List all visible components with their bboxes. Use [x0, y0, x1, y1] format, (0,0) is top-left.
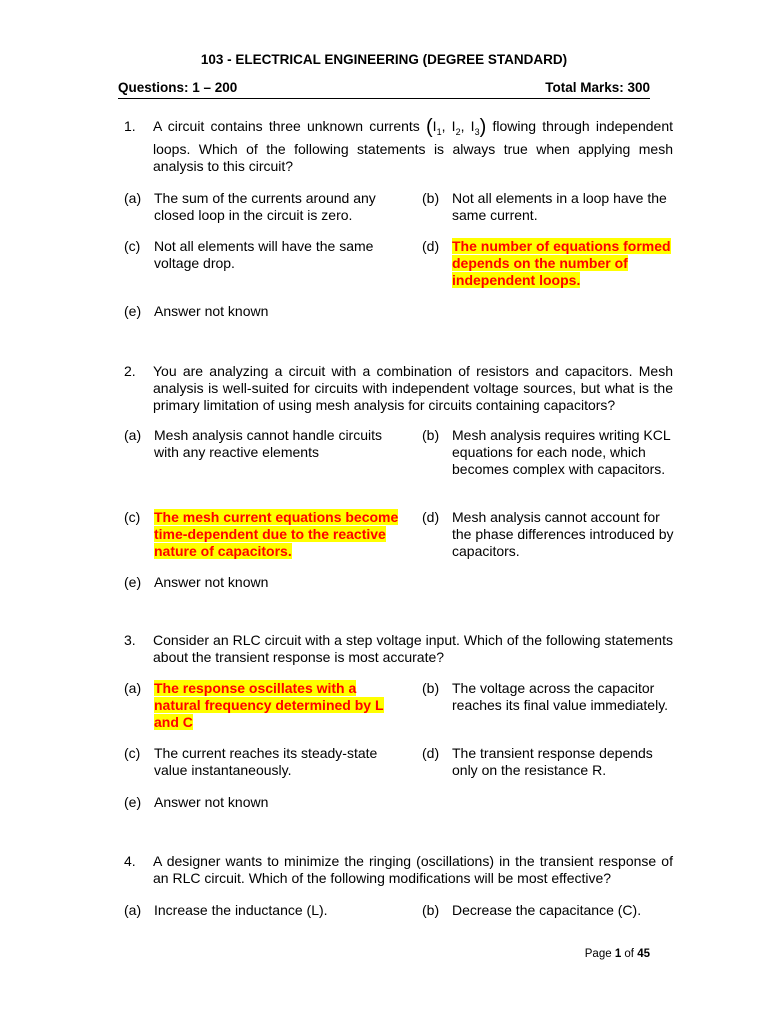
page-title: 103 - ELECTRICAL ENGINEERING (DEGREE STANDARD): [200, 52, 568, 67]
header-row: [118, 80, 650, 99]
question-stem: You are analyzing a circuit with a combination of resistors and capacitors. Mesh analysis is well-suited for circuits with independent voltage sources, but what is the primary limitation of using mesh analysis for circuits containing capacitors?: [153, 363, 673, 413]
question-stem: Consider an RLC circuit with a step voltage input. Which of the following statements about the transient response is most accurate?: [153, 632, 673, 665]
page-number: Page 1 of 45: [584, 948, 650, 960]
question-stem: A designer wants to minimize the ringing (oscillations) in the transient response of an RLC circuit. Which of the following modifications will be most effective?: [153, 853, 673, 886]
questions-range: Questions: 1 – 200: [118, 80, 238, 95]
question-number: 3.: [124, 632, 136, 648]
total-marks: Total Marks: 300: [545, 80, 650, 95]
question-number: 4.: [124, 853, 136, 869]
question-number: 1.: [124, 118, 136, 134]
question-stem: A circuit contains three unknown currents ($I_1$, $I_2$, $I_3$) flowing through independent loops. Which of the following statements is always true when applying mesh analysis to this circuit?: [153, 116, 673, 174]
question-number: 2.: [124, 363, 136, 379]
correct-answer-highlight: The response oscillates with a natural frequency determined by L and C: [154, 680, 384, 730]
correct-answer-highlight: The number of equations formed depends on the number of independent loops.: [452, 238, 671, 288]
correct-answer-highlight: The mesh current equations become time-dependent due to the reactive nature of capacitors.: [154, 509, 399, 559]
